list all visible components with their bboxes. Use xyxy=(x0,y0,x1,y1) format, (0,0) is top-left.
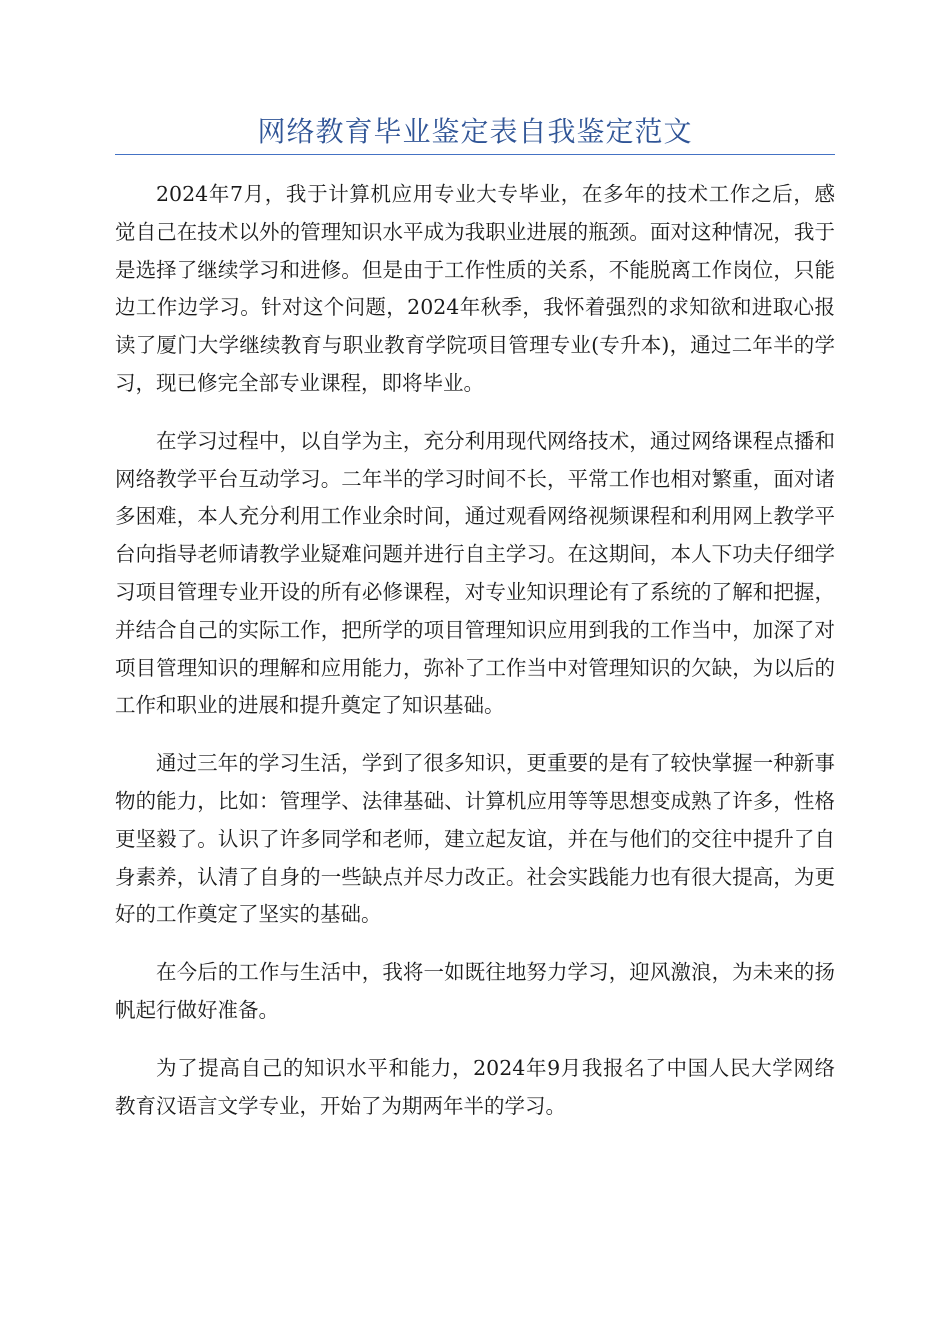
paragraph-study-process: 在学习过程中，以自学为主，充分利用现代网络技术，通过网络课程点播和网络教学平台互动学习。二年半的学习时间不长，平常工作也相对繁重，面对诸多困难，本人充分利用工作业余时间，通过观看网络视频课程和利用网上教学平台向指导老师请教学业疑难问题并进行自主学习。在这期间，本人下功夫仔细学习项目管理专业开设的所有必修课程，对专业知识理论有了系统的了解和把握，并结合自己的实际工作，把所学的项目管理知识应用到我的工作当中，加深了对项目管理知识的理解和应用能力，弥补了工作当中对管理知识的欠缺，为以后的工作和职业的进展和提升奠定了知识基础。 xyxy=(115,428,835,718)
paragraph-enrollment: 为了提高自己的知识水平和能力，2024年9月我报名了中国人民大学网络教育汉语言文学专业，开始了为期两年半的学习。 xyxy=(115,1055,835,1118)
document-title: 网络教育毕业鉴定表自我鉴定范文 xyxy=(257,115,693,148)
title-underline xyxy=(115,154,835,155)
paragraph-future: 在今后的工作与生活中，我将一如既往地努力学习，迎风激浪，为未来的扬帆起行做好准备。 xyxy=(115,960,835,1022)
document-body xyxy=(115,176,835,1145)
paragraph-graduation: 2024年7月，我于计算机应用专业大专毕业，在多年的技术工作之后，感觉自己在技术以外的管理知识水平成为我职业进展的瓶颈。面对这种情况，我于是选择了继续学习和进修。但是由于工作性质的关系，不能脱离工作岗位，只能边工作边学习。针对这个问题，2024年秋季，我怀着强烈的求知欲和进取心报读了厦门大学继续教育与职业教育学院项目管理专业(专升本)，通过二年半的学习，现已修完全部专业课程，即将毕业。 xyxy=(115,182,835,395)
paragraph-gains: 通过三年的学习生活，学到了很多知识，更重要的是有了较快掌握一种新事物的能力，比如：管理学、法律基础、计算机应用等等思想变成熟了许多，性格更坚毅了。认识了许多同学和老师，建立起友谊，并在与他们的交往中提升了自身素养，认清了自身的一些缺点并尽力改正。社会实践能力也有很大提高，为更好的工作奠定了坚实的基础。 xyxy=(115,751,835,927)
